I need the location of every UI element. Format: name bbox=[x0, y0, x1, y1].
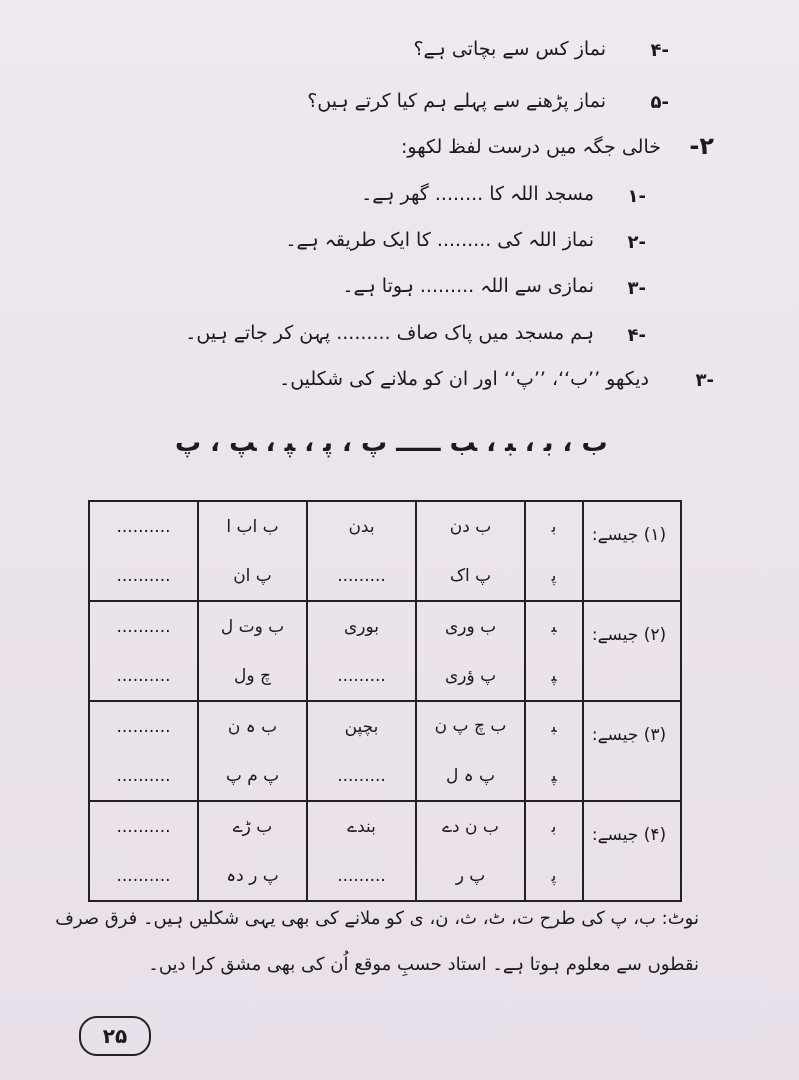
section-heading: دیکھو ’’ب‘‘، ’’پ‘‘ اور ان کو ملانے کی شکلیں۔ bbox=[279, 368, 649, 390]
question-text: نماز پڑھنے سے پہلے ہم کیا کرتے ہیں؟ bbox=[307, 90, 606, 112]
table-row bbox=[89, 801, 681, 901]
split-cell bbox=[416, 701, 525, 801]
blank: .......... bbox=[116, 516, 171, 537]
blank: .......... bbox=[116, 716, 171, 737]
blank-item-number: -۴ bbox=[627, 325, 646, 346]
joined-cell bbox=[307, 701, 416, 801]
form-upper: ﺑ bbox=[551, 816, 557, 837]
split-cell bbox=[416, 601, 525, 701]
blank-item-number: -۲ bbox=[627, 232, 646, 253]
split-word: پ ر دہ bbox=[226, 866, 279, 886]
row-label: (۱) جیسے: bbox=[591, 525, 667, 545]
split-word: ب چ پ ن bbox=[434, 716, 507, 737]
blank: .......... bbox=[116, 765, 171, 786]
row-label-cell bbox=[583, 501, 681, 601]
blank: .......... bbox=[116, 565, 171, 586]
split-word: ب وت ل bbox=[220, 616, 285, 637]
row-label: (۳) جیسے: bbox=[591, 725, 667, 745]
form-lower: ﭘ bbox=[551, 565, 557, 586]
row-label-cell bbox=[583, 801, 681, 901]
forms-cell bbox=[525, 601, 583, 701]
row-label-cell bbox=[583, 701, 681, 801]
forms-cell bbox=[525, 801, 583, 901]
split-word: پ اک bbox=[449, 565, 492, 586]
section-number: -۲ bbox=[689, 132, 714, 160]
forms-cell bbox=[525, 701, 583, 801]
question-number: -۵ bbox=[650, 92, 669, 113]
split-word: پ م پ bbox=[225, 765, 280, 786]
row-label-cell bbox=[583, 601, 681, 701]
split-cell bbox=[198, 501, 307, 601]
form-lower: ﭙ bbox=[551, 665, 557, 686]
letter-forms-row: ب ، ﺑ ، ﺒ ، ﺐ ـــــ پ ، ﭘ ، ﭙ ، ﭗ ، پ bbox=[175, 428, 608, 458]
split-cell bbox=[198, 601, 307, 701]
answer-cell bbox=[89, 801, 198, 901]
table-row bbox=[89, 501, 681, 601]
table-row bbox=[89, 601, 681, 701]
blank: ......... bbox=[337, 665, 386, 686]
split-cell bbox=[198, 701, 307, 801]
form-lower: ﭙ bbox=[551, 765, 557, 786]
split-word: ب ن دے bbox=[442, 817, 499, 838]
blank: .......... bbox=[116, 865, 171, 886]
joined-word: بچپن bbox=[344, 716, 379, 737]
blank: ......... bbox=[337, 865, 386, 886]
blank: .......... bbox=[116, 816, 171, 837]
row-label: (۲) جیسے: bbox=[591, 625, 667, 645]
form-lower: ﭘ bbox=[551, 865, 557, 886]
blank-item-text: ہم مسجد میں پاک صاف ......... پہن کر جاتے ہیں۔ bbox=[185, 322, 594, 344]
split-word: ب دن bbox=[449, 516, 492, 537]
joined-word: بندے bbox=[347, 817, 376, 838]
joined-word: بوری bbox=[343, 616, 380, 637]
blank: .......... bbox=[116, 665, 171, 686]
blank-item-text: نمازی سے اللہ ......... ہوتا ہے۔ bbox=[342, 275, 594, 297]
split-word: ب ہ ن bbox=[227, 717, 278, 738]
answer-cell bbox=[89, 601, 198, 701]
section-number: -۳ bbox=[695, 370, 714, 391]
form-upper: ﺑ bbox=[551, 516, 557, 537]
section-heading: خالی جگہ میں درست لفظ لکھو: bbox=[400, 136, 661, 158]
blank-item-text: مسجد اللہ کا ........ گھر ہے۔ bbox=[361, 183, 594, 205]
row-label: (۴) جیسے: bbox=[591, 825, 667, 845]
split-word: پ ر bbox=[455, 865, 486, 886]
note-line: نوٹ: ب، پ کی طرح ت، ٹ، ث، ن، ی کو ملانے کی بھی یہی شکلیں ہیں۔ فرق صرف bbox=[55, 908, 699, 929]
joined-cell bbox=[307, 501, 416, 601]
split-word: پ ہ ل bbox=[445, 765, 496, 786]
split-word: چ ول bbox=[234, 665, 271, 686]
split-cell bbox=[416, 501, 525, 601]
split-word: ب اب ا bbox=[226, 516, 279, 537]
forms-cell bbox=[525, 501, 583, 601]
split-cell bbox=[416, 801, 525, 901]
question-text: نماز کس سے بچاتی ہے؟ bbox=[413, 38, 606, 60]
split-word: ب ڑے bbox=[232, 817, 273, 837]
form-upper: ﺒ bbox=[551, 716, 557, 737]
answer-cell bbox=[89, 501, 198, 601]
form-upper: ﺒ bbox=[551, 616, 557, 637]
blank-item-number: -۳ bbox=[627, 278, 646, 299]
blank: ......... bbox=[337, 565, 386, 586]
question-number: -۴ bbox=[650, 40, 669, 61]
split-word: پ ؤری bbox=[444, 665, 497, 686]
table-row bbox=[89, 701, 681, 801]
joined-cell bbox=[307, 801, 416, 901]
blank-item-number: -۱ bbox=[627, 186, 646, 207]
blank: .......... bbox=[116, 616, 171, 637]
blank: ......... bbox=[337, 765, 386, 786]
letter-table bbox=[88, 500, 682, 902]
page-number: ۲۵ bbox=[79, 1016, 151, 1056]
split-word: ب وری bbox=[444, 616, 497, 637]
joined-cell bbox=[307, 601, 416, 701]
split-cell bbox=[198, 801, 307, 901]
joined-word: بدن bbox=[348, 516, 375, 537]
split-word: پ ان bbox=[233, 565, 272, 586]
note-line: نقطوں سے معلوم ہوتا ہے۔ استاد حسبِ موقع اُن کی بھی مشق کرا دیں۔ bbox=[148, 954, 699, 975]
answer-cell bbox=[89, 701, 198, 801]
blank-item-text: نماز اللہ کی ......... کا ایک طریقہ ہے۔ bbox=[285, 229, 594, 251]
